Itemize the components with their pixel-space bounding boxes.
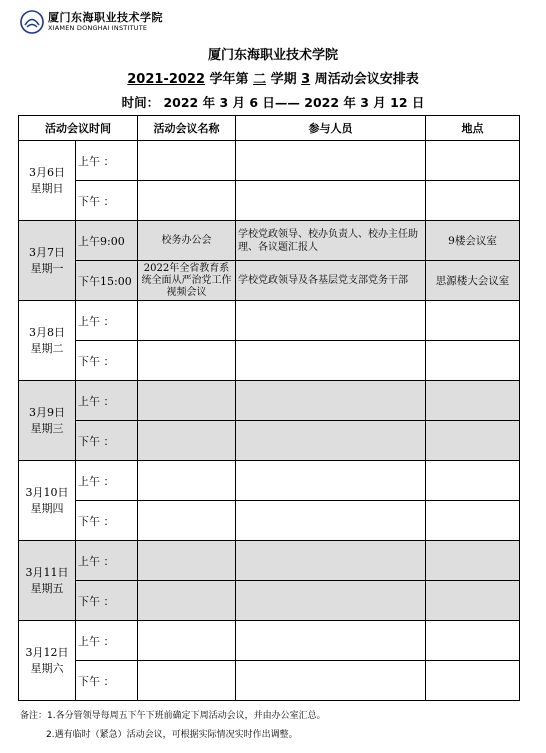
time-slot: 下午15:00 (76, 261, 138, 301)
location (426, 381, 520, 421)
day-cell (19, 141, 76, 221)
day-cell (19, 301, 76, 381)
participants (236, 661, 426, 701)
location (426, 181, 520, 221)
location (426, 421, 520, 461)
table-row (19, 661, 520, 701)
activity-name: 校务办公会 (138, 221, 236, 261)
location (426, 501, 520, 541)
column-header-place: 地点 (426, 116, 520, 141)
table-row (19, 181, 520, 221)
term: 二 (253, 72, 267, 87)
day-date: 3月6日 (29, 165, 65, 179)
participants: 学校党政领导及各基层党支部党务干部 (236, 261, 426, 301)
time-slot: 下午 ： (76, 501, 138, 541)
schedule-body (19, 141, 520, 701)
participants (236, 181, 426, 221)
participants (236, 421, 426, 461)
time-slot: 上午 ： (76, 381, 138, 421)
day-date: 3月12日 (25, 645, 69, 659)
note-2: 2.遇有临时（紧急）活动会议，可根据实际情况实时作出调整。 (46, 730, 298, 740)
time-slot: 上午9:00 (76, 221, 138, 261)
participants (236, 141, 426, 181)
day-cell (19, 461, 76, 541)
activity-name (138, 621, 236, 661)
time-slot: 上午 ： (76, 621, 138, 661)
location (426, 541, 520, 581)
day-weekday: 星期六 (30, 661, 64, 675)
date-range: 时间： 2022 年 3 月 6 日—— 2022 年 3 月 12 日 (121, 95, 425, 110)
activity-name (138, 501, 236, 541)
location (426, 341, 520, 381)
table-row (19, 621, 520, 661)
activity-name (138, 301, 236, 341)
location (426, 141, 520, 181)
participants (236, 541, 426, 581)
activity-name (138, 661, 236, 701)
time-slot: 下午 ： (76, 661, 138, 701)
participants: 学校党政领导、校办负责人、校办主任助理、各议题汇报人 (236, 221, 426, 261)
location: 思源楼大会议室 (426, 261, 520, 301)
activity-name (138, 181, 236, 221)
day-date: 3月11日 (25, 565, 69, 579)
school-logo (20, 8, 163, 36)
day-cell (19, 221, 76, 301)
time-slot: 上午 ： (76, 141, 138, 181)
table-row (19, 421, 520, 461)
column-header-name: 活动会议名称 (138, 116, 236, 141)
day-date: 3月8日 (29, 325, 65, 339)
activity-name (138, 421, 236, 461)
location: 9楼会议室 (426, 221, 520, 261)
day-weekday: 星期五 (30, 581, 64, 595)
schedule-title: 2021-2022 学年第 二 学期 3 周活动会议安排表 (127, 72, 419, 87)
week-number: 3 (301, 72, 311, 87)
day-date: 3月7日 (29, 245, 65, 259)
note-1: 备注：1.各分管领导每周五下午下班前确定下周活动会议，并由办公室汇总。 (20, 711, 326, 721)
day-date: 3月9日 (29, 405, 65, 419)
time-slot: 上午 ： (76, 541, 138, 581)
schedule-table (18, 115, 520, 701)
day-cell (19, 381, 76, 461)
academic-year: 2021-2022 (127, 72, 206, 87)
time-slot: 下午 ： (76, 341, 138, 381)
table-row (19, 461, 520, 501)
table-row (19, 341, 520, 381)
school-emblem-icon (20, 10, 44, 34)
day-weekday: 星期四 (30, 501, 64, 515)
participants (236, 461, 426, 501)
column-header-time: 活动会议时间 (19, 116, 138, 141)
logo-english-name: XIAMEN DONGHAI INSTITUTE (48, 24, 148, 33)
day-weekday: 星期一 (30, 261, 64, 275)
location (426, 661, 520, 701)
time-slot: 下午 ： (76, 421, 138, 461)
activity-name: 2022年全省教育系统全面从严治党工作视频会议 (138, 261, 236, 301)
participants (236, 381, 426, 421)
day-date: 3月10日 (25, 485, 69, 499)
activity-name (138, 341, 236, 381)
time-slot: 上午 ： (76, 461, 138, 501)
day-weekday: 星期三 (30, 421, 64, 435)
column-header-people: 参与人员 (236, 116, 426, 141)
participants (236, 621, 426, 661)
day-weekday: 星期二 (30, 341, 64, 355)
time-slot: 下午 ： (76, 181, 138, 221)
activity-name (138, 461, 236, 501)
day-cell (19, 621, 76, 701)
participants (236, 501, 426, 541)
table-row (19, 541, 520, 581)
day-cell (19, 541, 76, 621)
table-row (19, 381, 520, 421)
table-row (19, 301, 520, 341)
table-row (19, 261, 520, 301)
table-row (19, 501, 520, 541)
participants (236, 301, 426, 341)
activity-name (138, 141, 236, 181)
activity-name (138, 541, 236, 581)
time-slot: 上午 ： (76, 301, 138, 341)
school-title: 厦门东海职业技术学院 (207, 48, 338, 63)
table-row (19, 221, 520, 261)
participants (236, 341, 426, 381)
table-row (19, 141, 520, 181)
participants (236, 581, 426, 621)
logo-chinese-name: 厦门东海职业技术学院 (48, 11, 163, 25)
activity-name (138, 381, 236, 421)
location (426, 621, 520, 661)
location (426, 581, 520, 621)
day-weekday: 星期日 (30, 181, 64, 195)
location (426, 461, 520, 501)
table-row (19, 581, 520, 621)
location (426, 301, 520, 341)
table-header-row (19, 116, 520, 141)
time-slot: 下午 ： (76, 581, 138, 621)
activity-name (138, 581, 236, 621)
